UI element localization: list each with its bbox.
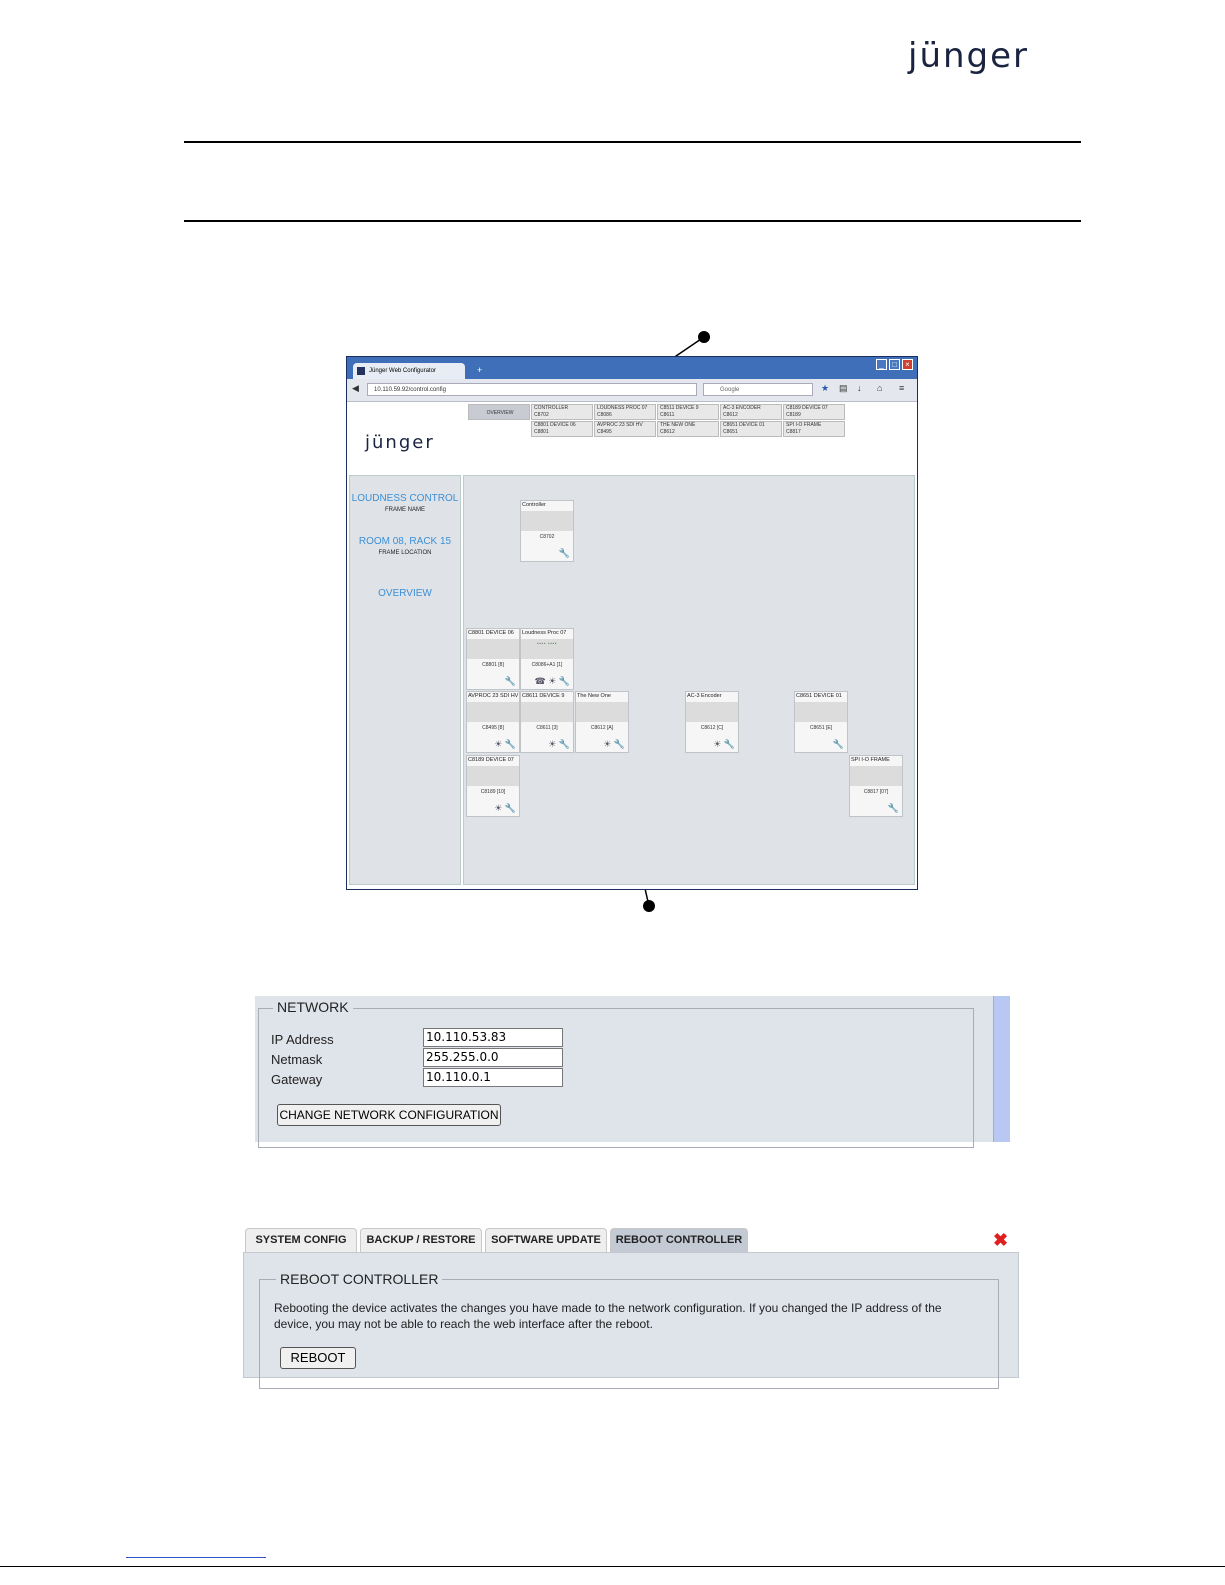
ip-address-input[interactable]: 10.110.53.83 xyxy=(423,1028,563,1047)
nav-cell-id: C8702 xyxy=(534,412,549,418)
page-logo: jünger xyxy=(365,432,435,453)
nav-cell-id: C8495 xyxy=(597,429,612,435)
device-card[interactable] xyxy=(575,691,629,753)
network-fieldset xyxy=(258,1008,974,1148)
close-panel-icon[interactable]: ✖ xyxy=(993,1230,1009,1250)
device-card-title: SPI I-O FRAME xyxy=(851,757,890,763)
nav-cell-name: LOUDNESS PROC 07 xyxy=(597,405,648,411)
gateway-input[interactable]: 10.110.0.1 xyxy=(423,1068,563,1087)
device-card-id: C8495 [8] xyxy=(482,725,504,731)
frame-overview xyxy=(463,475,915,885)
device-card-id: C8651 [E] xyxy=(809,725,833,731)
bookmark-star-icon[interactable]: ★ xyxy=(821,383,830,393)
frame-location-link[interactable]: ROOM 08, RACK 15 xyxy=(358,536,452,547)
back-icon[interactable]: ◀ xyxy=(352,383,359,393)
change-network-config-button[interactable]: CHANGE NETWORK CONFIGURATION xyxy=(277,1104,501,1126)
browser-tabbar xyxy=(347,357,917,379)
wrench-icon[interactable]: 🔧 xyxy=(832,739,844,749)
wrench-icon[interactable]: ☀ 🔧 xyxy=(494,803,516,813)
nav-cell-id: C8612 xyxy=(660,429,675,435)
wrench-icon[interactable]: ☀ 🔧 xyxy=(603,739,625,749)
nav-cell-id: C8801 xyxy=(534,429,549,435)
device-card-id: C8801 [8] xyxy=(482,662,504,668)
device-card-title: AC-3 Encoder xyxy=(687,693,722,699)
network-legend: NETWORK xyxy=(273,999,353,1015)
wrench-icon[interactable]: ☀ 🔧 xyxy=(713,739,735,749)
close-window-icon[interactable]: × xyxy=(902,359,913,370)
device-card-title: C8651 DEVICE 01 xyxy=(796,693,842,699)
device-card-title: C8611 DEVICE 9 xyxy=(522,693,565,699)
wrench-icon[interactable]: ☀ 🔧 xyxy=(548,739,570,749)
reboot-tab-body xyxy=(243,1252,1019,1378)
device-card[interactable] xyxy=(520,691,574,753)
url-bar[interactable]: 10.110.59.92/control.config xyxy=(367,383,697,396)
network-scrollbar[interactable] xyxy=(993,996,1010,1142)
browser-tab-title: Jünger Web Configurator xyxy=(369,368,436,374)
header-logo: jünger xyxy=(908,36,1030,76)
nav-cell-name: SPI I-O FRAME xyxy=(786,422,822,428)
wrench-icon[interactable]: ☎ ☀ 🔧 xyxy=(534,676,570,686)
menu-icon[interactable]: ≡ xyxy=(899,383,905,393)
nav-cell-name: THE NEW ONE xyxy=(660,422,696,428)
reboot-legend: REBOOT CONTROLLER xyxy=(276,1271,442,1287)
device-card-title: Controller xyxy=(522,502,546,508)
tab-backup-restore[interactable]: BACKUP / RESTORE xyxy=(360,1228,482,1252)
minimize-icon[interactable]: _ xyxy=(876,359,887,370)
nav-cell[interactable] xyxy=(657,404,719,420)
device-card-title: C8189 DEVICE 07 xyxy=(468,757,514,763)
device-card-band xyxy=(795,702,847,722)
gateway-label: Gateway xyxy=(271,1072,323,1087)
device-card-id: C8702 xyxy=(539,534,555,540)
tab-software-update[interactable]: SOFTWARE UPDATE xyxy=(485,1228,607,1252)
nav-cell-id: C8651 xyxy=(723,429,738,435)
device-card[interactable] xyxy=(466,755,520,817)
device-card-title: The New One xyxy=(577,693,611,699)
frame-sidebar xyxy=(349,475,461,885)
nav-cell-name: C8189 DEVICE 07 xyxy=(786,405,828,411)
device-card-id: C8611 [3] xyxy=(536,725,558,731)
network-panel xyxy=(255,996,1010,1142)
netmask-input[interactable]: 255.255.0.0 xyxy=(423,1048,563,1067)
nav-cell[interactable] xyxy=(594,421,656,437)
device-card-band xyxy=(521,511,573,531)
device-card-band xyxy=(467,639,519,659)
nav-cell[interactable] xyxy=(720,421,782,437)
nav-cell[interactable] xyxy=(783,404,845,420)
download-icon[interactable]: ↓ xyxy=(857,383,862,393)
nav-cell[interactable] xyxy=(594,404,656,420)
nav-cell-name: C8651 DEVICE 01 xyxy=(723,422,765,428)
search-box[interactable]: Google xyxy=(703,383,813,396)
device-card-title: Loudness Proc 07 xyxy=(522,630,567,636)
loudness-led-meter: ▪▪▪▪ ▪▪▪▪ xyxy=(536,641,558,647)
nav-cell-name: AVPROC 23 SDI HV xyxy=(597,422,643,428)
wrench-icon[interactable]: 🔧 xyxy=(558,548,570,558)
device-card-id: C8817 [07] xyxy=(863,789,889,795)
device-card[interactable] xyxy=(685,691,739,753)
device-card[interactable] xyxy=(794,691,848,753)
device-card-band xyxy=(576,702,628,722)
home-icon[interactable]: ⌂ xyxy=(877,383,883,393)
nav-cell-id: C8086 xyxy=(597,412,612,418)
nav-cell-id: C8612 xyxy=(723,412,738,418)
device-card-band xyxy=(467,702,519,722)
nav-cell[interactable] xyxy=(783,421,845,437)
nav-cell-name: CONTROLLER xyxy=(534,405,569,411)
nav-cell-name: AC-3 ENCODER xyxy=(723,405,761,411)
reboot-button[interactable]: REBOOT xyxy=(280,1347,356,1369)
nav-cell[interactable] xyxy=(720,404,782,420)
favicon-icon xyxy=(357,367,365,375)
frame-name-link[interactable]: LOUDNESS CONTROL xyxy=(351,493,459,504)
device-card-band xyxy=(467,766,519,786)
web-page xyxy=(347,402,917,889)
tab-reboot-controller[interactable]: REBOOT CONTROLLER xyxy=(610,1228,748,1252)
wrench-icon[interactable]: ☀ 🔧 xyxy=(494,739,516,749)
overview-link[interactable]: OVERVIEW xyxy=(378,588,432,599)
footer-link-underline xyxy=(126,1557,266,1558)
reboot-text-line1: Rebooting the device activates the changes you have made to the network configuration. If you changed the IP address of the xyxy=(274,1301,942,1315)
device-card-title: C8801 DEVICE 06 xyxy=(468,630,514,636)
device-card-id: C8086+A1 [1] xyxy=(531,662,563,668)
reboot-text-line2: device, you may not be able to reach the web interface after the reboot. xyxy=(274,1317,653,1331)
device-card-title: AVPROC 23 SDI HV xyxy=(468,693,519,699)
ip-address-label: IP Address xyxy=(271,1032,334,1047)
frame-location-label: FRAME LOCATION xyxy=(378,550,432,556)
new-tab-button[interactable]: + xyxy=(477,365,483,375)
nav-cell[interactable] xyxy=(531,404,593,420)
tab-system-config[interactable]: SYSTEM CONFIG xyxy=(245,1228,357,1252)
device-card[interactable] xyxy=(520,628,574,690)
reboot-fieldset xyxy=(259,1279,999,1389)
device-card-id: C8189 [10] xyxy=(480,789,506,795)
nav-cell-name: C8511 DEVICE 9 xyxy=(660,405,699,411)
frame-name-label: FRAME NAME xyxy=(384,507,425,513)
device-card[interactable] xyxy=(466,691,520,753)
device-card-band xyxy=(850,766,902,786)
device-card-id: C8612 [A] xyxy=(590,725,614,731)
browser-tab[interactable] xyxy=(353,363,465,379)
netmask-label: Netmask xyxy=(271,1052,323,1067)
device-card[interactable] xyxy=(520,500,574,562)
nav-overview[interactable]: OVERVIEW xyxy=(468,404,530,420)
wrench-icon[interactable]: 🔧 xyxy=(887,803,899,813)
browser-navbar xyxy=(347,379,917,402)
controller-tabs-panel xyxy=(243,1228,1019,1378)
nav-cell[interactable] xyxy=(531,421,593,437)
footer-rule xyxy=(0,1566,1225,1567)
nav-cell-id: C8189 xyxy=(786,412,801,418)
maximize-icon[interactable]: □ xyxy=(889,359,900,370)
device-card-band xyxy=(521,702,573,722)
device-card[interactable] xyxy=(466,628,520,690)
wrench-icon[interactable]: 🔧 xyxy=(504,676,516,686)
nav-cell-id: C8611 xyxy=(660,412,675,418)
device-card-id: C8612 [C] xyxy=(700,725,724,731)
device-card[interactable] xyxy=(849,755,903,817)
nav-cell-name: C8801 DEVICE 06 xyxy=(534,422,576,428)
browser-window xyxy=(346,356,918,890)
device-card-band xyxy=(686,702,738,722)
nav-cell-id: C8817 xyxy=(786,429,801,435)
bookmarks-icon[interactable]: ▤ xyxy=(839,383,848,393)
nav-cell[interactable] xyxy=(657,421,719,437)
